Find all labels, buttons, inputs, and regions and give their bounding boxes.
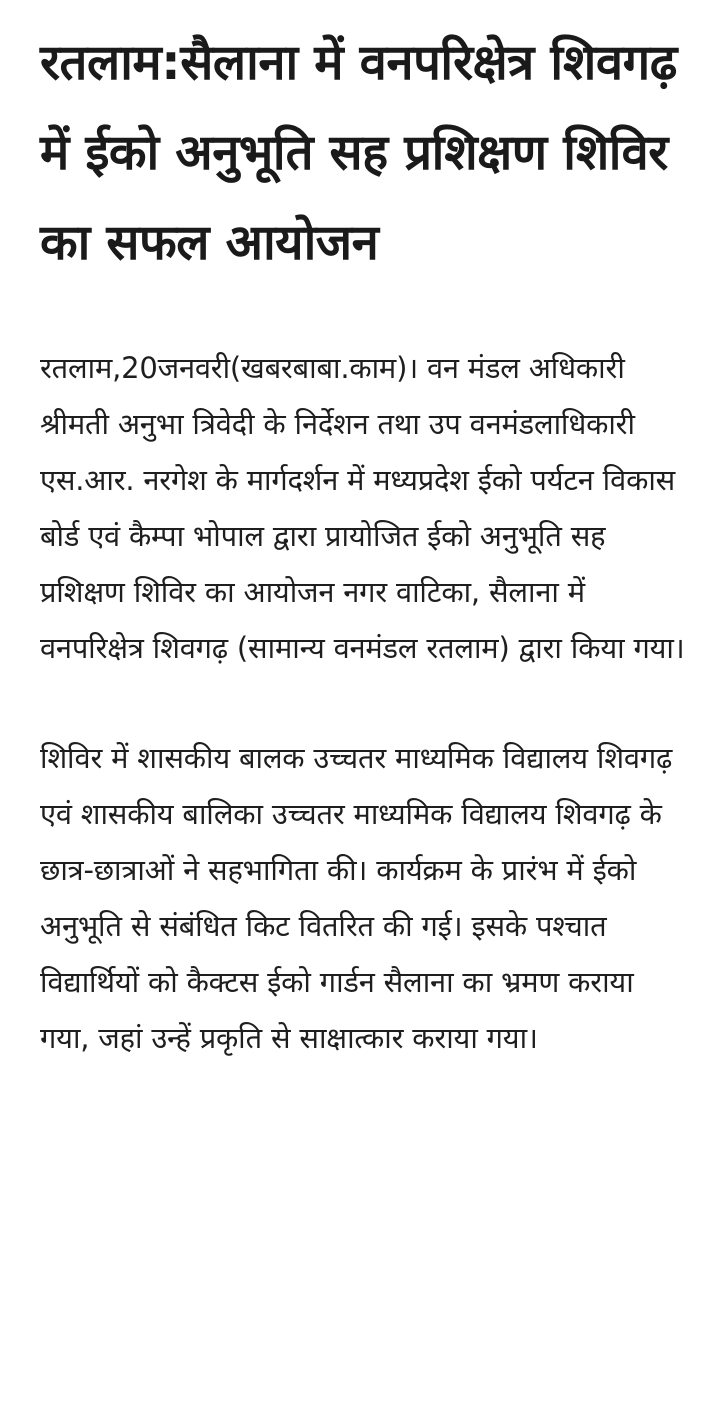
article-paragraph-2: शिविर में शासकीय बालक उच्चतर माध्यमिक विद्यालय शिवगढ़ एवं शासकीय बालिका उच्चतर माध्यमिक विद्यालय शिवगढ़ के छात्र-छात्राओं ने सहभागिता की। कार्यक्रम के प्रारंभ में ईको अनुभूति से संबंधित किट वितरित की गई। इसके पश्चात विद्यार्थियों को कैक्टस ईको गार्डन सैलाना का भ्रमण कराया गया, जहां उन्हें प्रकृति से साक्षात्कार कराया गया। xyxy=(40,741,673,1055)
article-headline: रतलाम:सैलाना में वनपरिक्षेत्र शिवगढ़ में ईको अनुभूति सह प्रशिक्षण शिविर का सफल आयोजन xyxy=(40,34,677,271)
article-paragraph-1: रतलाम,20जनवरी(खबरबाबा.काम)। वन मंडल अधिकारी श्रीमती अनुभा त्रिवेदी के निर्देशन तथा उप वनमंडलाधिकारी एस.आर. नरगेश के मार्गदर्शन में मध्यप्रदेश ईको पर्यटन विकास बोर्ड एवं कैम्पा भोपाल द्वारा प्रायोजित ईको अनुभूति सह प्रशिक्षण शिविर का आयोजन नगर वाटिका, सैलाना में वनपरिक्षेत्र शिवगढ़ (सामान्य वनमंडल रतलाम) द्वारा किया गया। xyxy=(40,351,685,665)
news-article xyxy=(40,18,690,1066)
